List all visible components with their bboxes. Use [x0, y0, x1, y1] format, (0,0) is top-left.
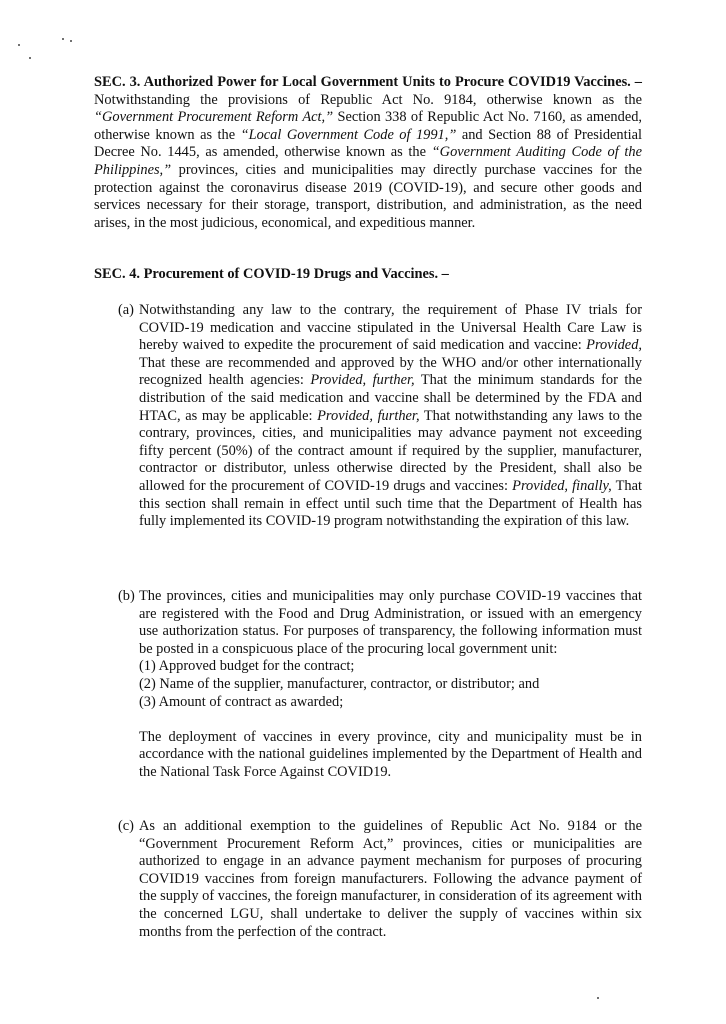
clause-c-marker: (c)	[118, 818, 134, 834]
clause-italic: Provided, further,	[310, 372, 415, 389]
clause-c-text: As an additional exemption to the guidelines of Republic Act No. 9184 or the “Government Procurement Reform Act,” provinces, cities or municipalities are authorized to engage in an advance payment mechanism for purposes of procuring COVID19 vaccines from foreign manufacturers. Following the advance payment of the supply of vaccines, the foreign manufacturer, in consideration of its agreement with the concerned LGU, shall undertake to deliver the supply of vaccines within six months from the perfection of the contract.	[139, 818, 642, 940]
clause-a-text	[139, 302, 642, 531]
clause-c	[118, 818, 642, 941]
scan-speck	[70, 40, 72, 42]
section-3-heading: SEC. 3. Authorized Power for Local Government Units to Procure COVID19 Vaccines. –	[94, 74, 642, 90]
clause-b-list	[139, 658, 642, 711]
clause-b-marker: (b)	[118, 588, 135, 604]
scan-speck	[62, 38, 64, 40]
clause-b-intro: The provinces, cities and municipalities may only purchase COVID-19 vaccines that are registered with the Food and Drug Administration, or issued with an emergency use authorization status. For purposes of transparency, the following information must be posted in a conspicuous place of the procuring local government unit:	[139, 588, 642, 657]
section-3-italic: “Local Government Code of 1991,”	[240, 126, 457, 143]
scan-speck	[29, 57, 31, 59]
section-3-italic: “Government Auditing Code of the Philippines,”	[94, 144, 642, 178]
list-item: (3) Amount of contract as awarded;	[139, 693, 344, 710]
clause-b-deployment: The deployment of vaccines in every province, city and municipality must be in accordance with the national guidelines implemented by the Department of Health and the National Task Force Against COVID19.	[139, 728, 642, 780]
clause-text: Notwithstanding any law to the contrary, the requirement of Phase IV trials for COVID-19 medication and vaccine stipulated in the Universal Health Care Law is hereby waived to expedite the procurement of said medication and vaccine:	[139, 302, 642, 354]
scan-speck	[18, 44, 20, 46]
section-3-text: provinces, cities and municipalities may directly purchase vaccines for the protection against the coronavirus disease 2019 (COVID-19), and secure other goods and services necessary for their storage, transport, distribution, and administration, as the need arises, in the most judicious, economical, and expeditious manner.	[94, 161, 642, 231]
section-3-paragraph	[94, 74, 642, 232]
clause-a	[118, 302, 642, 531]
clause-text: That this section shall remain in effect until such time that the Department of Health has fully implemented its COVID-19 program notwithstanding the expiration of this law.	[139, 477, 643, 530]
clause-italic: Provided, finally,	[512, 477, 612, 494]
list-item: (1) Approved budget for the contract;	[139, 658, 355, 675]
section-3-text: Notwithstanding the provisions of Republic Act No. 9184, otherwise known as the	[94, 91, 642, 108]
clause-text: That the minimum standards for the distribution of the said medication and vaccine shall be determined by the FDA and HTAC, as may be applicable:	[139, 372, 642, 424]
list-item: (2) Name of the supplier, manufacturer, contractor, or distributor; and	[139, 675, 540, 692]
clause-italic: Provided, further,	[317, 407, 420, 424]
clause-text: That these are recommended and approved by the WHO and/or other internationally recognized health agencies:	[139, 354, 642, 389]
section-3-italic: “Government Procurement Reform Act,”	[94, 109, 334, 126]
section-4-heading: SEC. 4. Procurement of COVID-19 Drugs and Vaccines. –	[94, 266, 449, 282]
clause-b	[118, 588, 642, 782]
section-3-text: and Section 88 of Presidential Decree No. 1445, as amended, otherwise known as the	[94, 126, 642, 161]
clause-a-marker: (a)	[118, 302, 134, 318]
section-3-text: Section 338 of Republic Act No. 7160, as amended, otherwise known as the	[94, 109, 642, 143]
scan-speck	[597, 997, 599, 999]
section-4-heading-line	[94, 266, 642, 284]
clause-text: That notwithstanding any laws to the contrary, provinces, cities, and municipalities may advance payment not exceeding fifty percent (50%) of the contract amount if required by the supplier, manufacturer, contractor or distributor, unless otherwise directed by the President, shall also be allowed for the procurement of COVID-19 drugs and vaccines:	[139, 407, 642, 494]
clause-italic: Provided,	[586, 337, 642, 354]
clause-b-text	[139, 588, 642, 782]
